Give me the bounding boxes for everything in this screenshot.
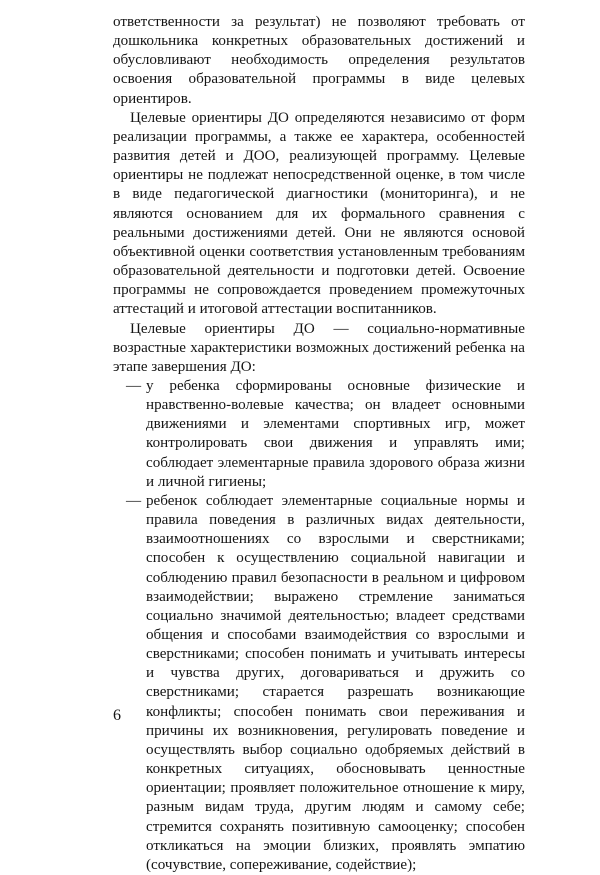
paragraph-list-intro: Целевые ориентиры ДО — социально-нормативные возрастные характеристики возможных достижений ребенка на этапе завершения ДО:: [113, 320, 525, 375]
list-item-text: ребенок соблюдает элементарные социальные нормы и правила поведения в различных видах деятельности, взаимоотношениях со взрослыми и сверстниками; способен к осуществлению социальной навигации и соблюдению правил безопасности в реальном и цифровом взаимодействии; выражено стремление заниматься социально значимой деятельностью; владеет средствами общения и способами взаимодействия со взрослыми и сверстниками; способен понимать и учитывать интересы и чувства других, договариваться и дружить со сверстниками; старается разрешать возникающие конфликты; способен понимать свои переживания и причины их возникновения, регулировать поведение и осуществлять выбор социально одобряемых действий в конкретных ситуациях, обосновывать ценностные ориентации; проявляет положительное отношение к миру, разным видам труда, другим людям и самому себе; стремится сохранять позитивную самооценку; способен откликаться на эмоции близких, проявлять эмпатию (сочувствие, сопереживание, содействие);: [146, 492, 525, 873]
page-number: 6: [113, 707, 121, 724]
list-dash: —: [126, 492, 142, 509]
paragraph-continuation: ответственности за результат) не позволяют требовать от дошкольника конкретных образовательных достижений и обусловливают необходимость определения результатов освоения образовательной программы в виде целевых ориентиров.: [113, 14, 525, 107]
list-item: [113, 492, 525, 875]
list-dash: —: [126, 377, 142, 394]
target-orientations-list: [113, 377, 525, 875]
list-item: [113, 377, 525, 492]
body-text: [113, 13, 525, 875]
paragraph-target-orientations: Целевые ориентиры ДО определяются независимо от форм реализации программы, а также ее характера, особенностей развития детей и ДОО, реализующей программу. Целевые ориентиры не подлежат непосредственной оценке, в том числе в виде педагогической диагностики (мониторинга), и не являются основанием для их формального сравнения с реальными достижениями детей. Они не являются основой объективной оценки соответствия установленным требованиям образовательной деятельности и подготовки детей. Освоение программы не сопровождается проведением промежуточных аттестаций и итоговой аттестации воспитанников.: [113, 109, 525, 318]
list-item-text: у ребенка сформированы основные физические и нравственно-волевые качества; он владеет основными движениями и элементами спортивных игр, может контролировать свои движения и управлять ими; соблюдает элементарные правила здорового образа жизни и личной гигиены;: [146, 377, 525, 490]
